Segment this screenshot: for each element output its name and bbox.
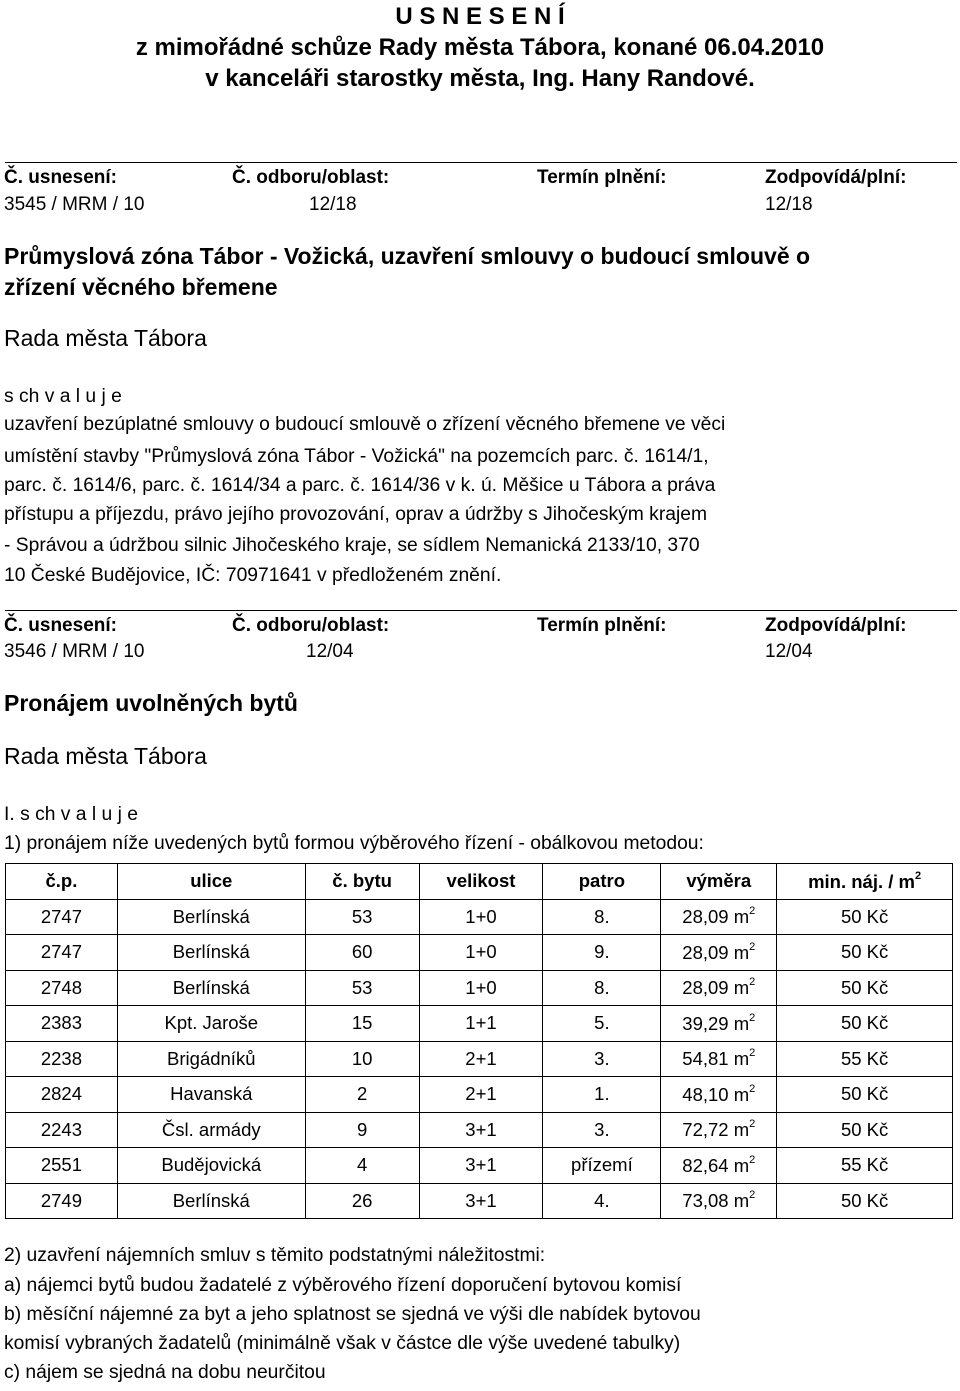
body-line: umístění stavby "Průmyslová zóna Tábor - Vožická" na pozemcích parc. č. 1614/1, [4,446,709,467]
header-cislo-bytu: č. bytu [305,864,419,900]
header-patro: patro [543,864,661,900]
cell-velikost: 3+1 [419,1183,543,1219]
label-resolution-number: Č. usnesení: [4,167,117,188]
cell-min-najem: 50 Kč [777,935,953,971]
cell-patro: 9. [543,935,661,971]
cell-vymera: 72,72 $m^2$ [661,1112,777,1148]
cell-patro: 3. [543,1041,661,1077]
council-name: Rada města Tábora [4,743,207,769]
cell-patro: 3. [543,1112,661,1148]
cell-patro: 8. [543,899,661,935]
header-velikost: velikost [419,864,543,900]
resolution-title: Průmyslová zóna Tábor - Vožická, uzavření smlouvy o budoucí smlouvě o [4,243,811,269]
header-ulice: ulice [117,864,305,900]
cell-cislo-popisne: 2238 [6,1041,118,1077]
resolution-title: Pronájem uvolněných bytů [4,690,298,716]
cell-cislo-bytu: 53 [305,899,419,935]
resolution-number: 3546 / MRM / 10 [4,641,145,662]
cell-vymera: 39,29 $m^2$ [661,1006,777,1042]
cell-cislo-popisne: 2824 [6,1077,118,1113]
cell-ulice: Brigádníků [117,1041,305,1077]
cell-ulice: Havanská [117,1077,305,1113]
body-line: přístupu a příjezdu, právo jejího provozování, oprav a údržby s Jihočeským krajem [4,504,708,525]
cell-vymera: 54,81 $m^2$ [661,1041,777,1077]
resolution-verb: s ch v a l u j e [4,386,122,407]
responsible-value: 12/18 [765,194,813,215]
body-line: parc. č. 1614/6, parc. č. 1614/34 a parc. č. 1614/36 v k. ú. Měšice u Tábora a práva [4,475,716,496]
cell-cislo-bytu: 26 [305,1183,419,1219]
cell-min-najem: 50 Kč [777,1183,953,1219]
cell-cislo-popisne: 2749 [6,1183,118,1219]
label-deadline: Termín plnění: [537,167,667,188]
cell-velikost: 1+0 [419,970,543,1006]
point-2c: c) nájem se sjedná na dobu neurčitou [4,1362,326,1383]
cell-cislo-bytu: 4 [305,1148,419,1184]
cell-ulice: Berlínská [117,935,305,971]
body-line: - Správou a údržbou silnic Jihočeského kraje, se sídlem Nemanická 2133/10, 370 [4,535,700,556]
table-row [6,1041,953,1077]
label-responsible: Zodpovídá/plní: [765,167,907,188]
point-2a: a) nájemci bytů budou žadatelé z výběrového řízení doporučení bytovou komisí [4,1275,682,1296]
cell-cislo-bytu: 10 [305,1041,419,1077]
cell-min-najem: 50 Kč [777,1077,953,1113]
label-department: Č. odboru/oblast: [232,167,390,188]
label-department: Č. odboru/oblast: [232,615,390,636]
cell-vymera: 28,09 $m^2$ [661,935,777,971]
table-row [6,935,953,971]
point-2: 2) uzavření nájemních smluv s těmito podstatnými náležitostmi: [4,1245,546,1266]
label-responsible: Zodpovídá/plní: [765,615,907,636]
table-row [6,1148,953,1184]
cell-cislo-popisne: 2551 [6,1148,118,1184]
header-min-najem: min. náj. / $m^2$ [777,864,953,900]
table-row [6,1006,953,1042]
cell-cislo-popisne: 2243 [6,1112,118,1148]
cell-cislo-popisne: 2747 [6,899,118,935]
cell-velikost: 2+1 [419,1041,543,1077]
cell-cislo-bytu: 9 [305,1112,419,1148]
cell-patro: 4. [543,1183,661,1219]
cell-cislo-bytu: 60 [305,935,419,971]
table-row [6,1077,953,1113]
cell-min-najem: 55 Kč [777,1041,953,1077]
cell-cislo-popisne: 2383 [6,1006,118,1042]
cell-vymera: 73,08 $m^2$ [661,1183,777,1219]
separator-rule [5,162,957,163]
table-row [6,1183,953,1219]
label-resolution-number: Č. usnesení: [4,615,117,636]
cell-vymera: 82,64 $m^2$ [661,1148,777,1184]
department-value: 12/18 [309,194,357,215]
cell-cislo-bytu: 2 [305,1077,419,1113]
header-cislo-popisne: č.p. [6,864,118,900]
cell-cislo-popisne: 2748 [6,970,118,1006]
resolution-verb: I. s ch v a l u j e [4,804,138,825]
table-row [6,1112,953,1148]
point-1: 1) pronájem níže uvedených bytů formou výběrového řízení - obálkovou metodou: [4,833,704,854]
cell-vymera: 28,09 $m^2$ [661,970,777,1006]
department-value: 12/04 [306,641,354,662]
cell-vymera: 48,10 $m^2$ [661,1077,777,1113]
cell-vymera: 28,09 $m^2$ [661,899,777,935]
flats-table [5,863,953,1219]
document-heading: U S N E S E N Í [395,3,565,30]
cell-ulice: Berlínská [117,899,305,935]
point-2b: b) měsíční nájemné za byt a jeho splatnost se sjedná ve výši dle nabídek bytovou [4,1304,701,1325]
cell-velikost: 3+1 [419,1148,543,1184]
table-header-row [6,864,953,900]
cell-cislo-bytu: 53 [305,970,419,1006]
meeting-line: z mimořádné schůze Rady města Tábora, konané 06.04.2010 [135,34,825,61]
cell-ulice: Budějovická [117,1148,305,1184]
table-row [6,970,953,1006]
cell-min-najem: 50 Kč [777,899,953,935]
cell-cislo-popisne: 2747 [6,935,118,971]
cell-velikost: 2+1 [419,1077,543,1113]
cell-velikost: 1+0 [419,935,543,971]
responsible-value: 12/04 [765,641,813,662]
cell-ulice: Čsl. armády [117,1112,305,1148]
cell-patro: 5. [543,1006,661,1042]
cell-velikost: 1+1 [419,1006,543,1042]
resolution-number: 3545 / MRM / 10 [4,194,145,215]
cell-patro: přízemí [543,1148,661,1184]
separator-rule [5,610,957,611]
cell-min-najem: 50 Kč [777,1006,953,1042]
cell-ulice: Berlínská [117,970,305,1006]
header-vymera: výměra [661,864,777,900]
cell-patro: 8. [543,970,661,1006]
cell-min-najem: 50 Kč [777,1112,953,1148]
cell-patro: 1. [543,1077,661,1113]
location-line: v kanceláři starostky města, Ing. Hany Randové. [205,65,755,92]
cell-ulice: Kpt. Jaroše [117,1006,305,1042]
label-deadline: Termín plnění: [537,615,667,636]
body-line: 10 České Budějovice, IČ: 70971641 v předloženém znění. [4,565,502,586]
cell-velikost: 3+1 [419,1112,543,1148]
body-line: uzavření bezúplatné smlouvy o budoucí smlouvě o zřízení věcného břemene ve věci [4,414,726,435]
point-2b-cont: komisí vybraných žadatelů (minimálně však v částce dle výše uvedené tabulky) [4,1333,681,1354]
cell-velikost: 1+0 [419,899,543,935]
cell-cislo-bytu: 15 [305,1006,419,1042]
cell-min-najem: 50 Kč [777,970,953,1006]
cell-ulice: Berlínská [117,1183,305,1219]
cell-min-najem: 55 Kč [777,1148,953,1184]
table-row [6,899,953,935]
council-name: Rada města Tábora [4,325,207,351]
resolution-title-cont: zřízení věcného břemene [4,274,278,300]
